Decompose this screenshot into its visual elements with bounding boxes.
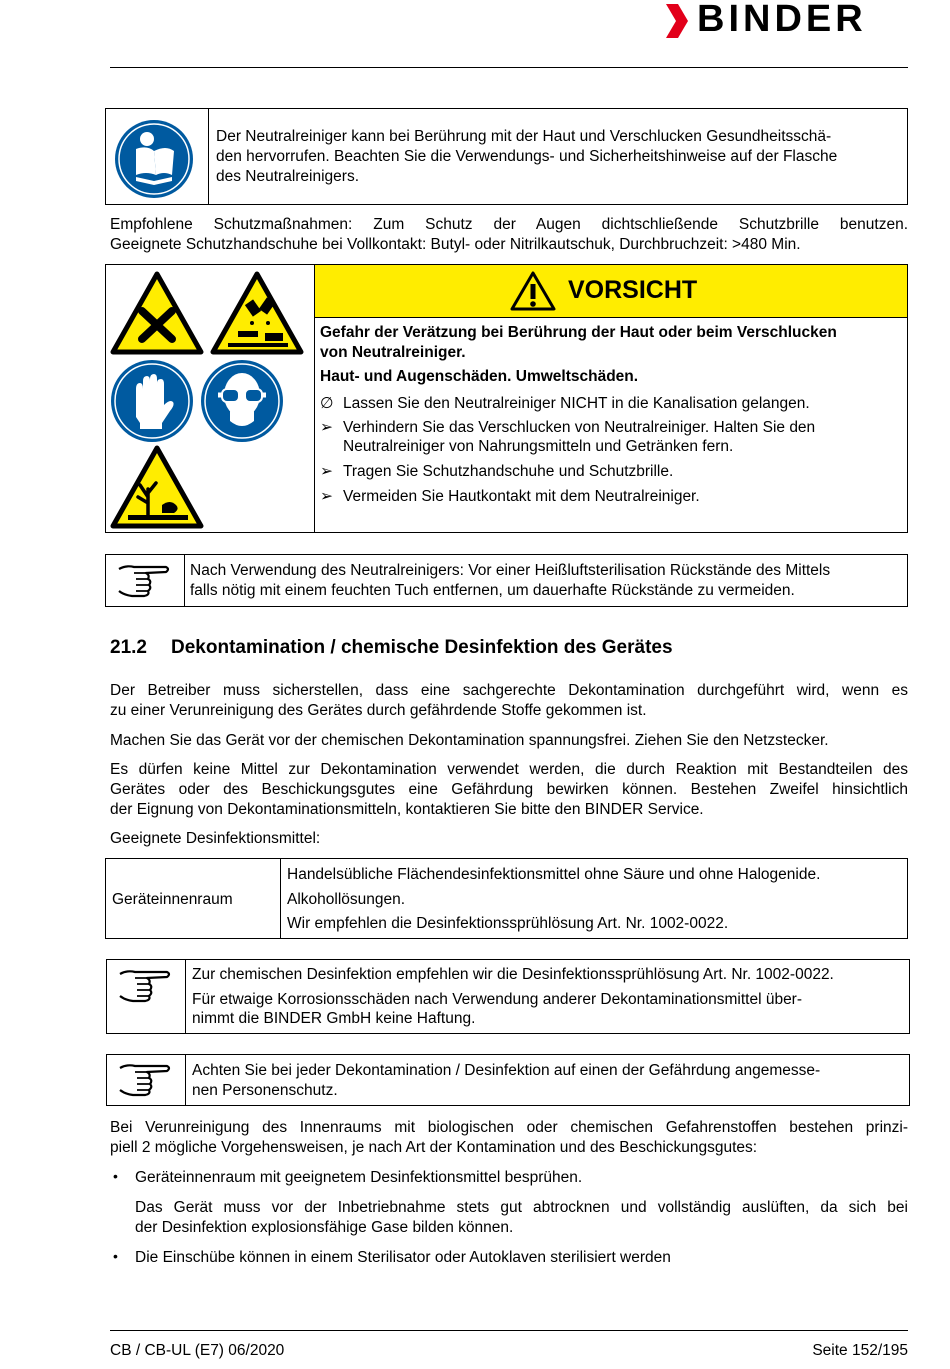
procedure-bullet-1-sub-line-2: der Desinfektion explosionsfähige Gase bilden können.	[135, 1219, 514, 1236]
action-text: Vermeiden Sie Hautkontakt mit dem Neutralreiniger.	[343, 488, 700, 505]
note-2-line-2: Für etwaige Korrosionsschäden nach Verwendung anderer Dekontaminationsmittel über-	[192, 991, 803, 1008]
note-1-line-1: Nach Verwendung des Neutralreinigers: Vor einer Heißluftsterilisation Rückstände des Mittels	[190, 562, 831, 579]
table-divider	[280, 859, 281, 938]
pointing-hand-icon	[117, 966, 173, 1006]
harmful-warning-icon	[110, 271, 204, 355]
note-box-divider	[184, 555, 185, 606]
hazard-description-line-2: von Neutralreiniger.	[320, 344, 466, 361]
table-row: Wir empfehlen die Desinfektionssprühlösung Art. Nr. 1002-0022.	[287, 915, 729, 932]
signal-word: VORSICHT	[568, 276, 698, 304]
bullet-marker-icon: •	[113, 1248, 118, 1264]
section-heading	[110, 637, 673, 659]
arrow-marker-icon: ➢	[320, 463, 333, 480]
disinfectant-table	[105, 858, 908, 939]
pointing-hand-icon	[116, 561, 172, 601]
prohibition-marker-icon: ∅	[320, 395, 334, 412]
bullet-marker-icon: •	[113, 1168, 118, 1184]
note-box-3	[106, 1054, 910, 1106]
procedure-bullet-1-sub-line-1: Das Gerät muss vor der Inbetriebnahme stets gut abtrocknen und vollständig auslüften, da sich bei	[135, 1199, 908, 1216]
note-2-line-1: Zur chemischen Desinfektion empfehlen wir die Desinfektionssprühlösung Art. Nr. 1002-0022.	[192, 966, 834, 983]
paragraph-operator-line-2: zu einer Verunreinigung des Gerätes durch gefährdende Stoffe gekommen ist.	[110, 702, 647, 719]
paragraph-agents-line-1: Es dürfen keine Mittel zur Dekontamination verwendet werden, die durch Reaktion mit Bestandteilen des	[110, 761, 908, 778]
procedure-bullet-1: Geräteinnenraum mit geeignetem Desinfektionsmittel besprühen.	[135, 1169, 583, 1186]
footer-document-id: CB / CB-UL (E7) 06/2020	[110, 1342, 285, 1359]
notice-1-line: den hervorrufen. Beachten Sie die Verwendungs- und Sicherheitshinweise auf der Flasche	[216, 148, 838, 165]
action-text-line-1: Verhindern Sie das Verschlucken von Neutralreiniger. Halten Sie den	[343, 419, 816, 436]
pointing-hand-icon	[117, 1060, 173, 1100]
table-row: Handelsübliche Flächendesinfektionsmittel ohne Säure und ohne Halogenide.	[287, 866, 821, 883]
paragraph-agents-line-2: Gerätes oder des Beschickungsgutes eine Gefährdung bewirken können. Bestehen Zweifel hinsichtlich	[110, 781, 908, 798]
header-divider	[110, 67, 908, 68]
footer-page-number: Seite 152/195	[812, 1342, 908, 1359]
procedure-bullet-2: Die Einschübe können in einem Sterilisator oder Autoklaven sterilisiert werden	[135, 1249, 671, 1266]
note-box-divider	[185, 1055, 186, 1105]
corrosive-warning-icon	[210, 271, 304, 355]
table-row: Alkohollösungen.	[287, 891, 406, 908]
section-number: 21.2	[110, 637, 147, 658]
note-box-divider	[185, 960, 186, 1033]
notice-box-read-instructions	[105, 108, 908, 205]
procedures-intro-line-1: Bei Verunreinigung des Innenraums mit biologischen oder chemischen Gefahrenstoffen bestehen prinzi-	[110, 1119, 908, 1136]
notice-1-line: Der Neutralreiniger kann bei Berührung mit der Haut und Verschlucken Gesundheitsschä-	[216, 128, 832, 145]
protective-measures-line-1: Empfohlene Schutzmaßnahmen: Zum Schutz der Augen dichtschließende Schutzbrille benutzen.	[110, 216, 908, 233]
paragraph-suitable-disinfectants: Geeignete Desinfektionsmittel:	[110, 830, 321, 847]
section-title: Dekontamination / chemische Desinfektion des Gerätes	[171, 637, 673, 658]
note-2-line-3: nimmt die BINDER GmbH keine Haftung.	[192, 1010, 476, 1027]
environment-hazard-icon	[110, 445, 204, 529]
paragraph-agents-line-3: der Eignung von Dekontaminationsmitteln, kontaktieren Sie bitte den BINDER Service.	[110, 801, 704, 818]
footer-divider	[110, 1330, 908, 1331]
note-box-2	[106, 959, 910, 1034]
hazard-consequences: Haut- und Augenschäden. Umweltschäden.	[320, 368, 639, 385]
warning-triangle-icon	[510, 271, 556, 311]
table-label-interior: Geräteinnenraum	[112, 891, 233, 908]
hazard-description-line-1: Gefahr der Verätzung bei Berührung der Haut oder beim Verschlucken	[320, 324, 837, 341]
brand-name: BINDER	[697, 0, 867, 40]
notice-1-line: des Neutralreinigers.	[216, 168, 360, 185]
arrow-marker-icon: ➢	[320, 419, 333, 436]
arrow-marker-icon: ➢	[320, 488, 333, 505]
prohibition-text: Lassen Sie den Neutralreiniger NICHT in die Kanalisation gelangen.	[343, 395, 810, 412]
binder-logo-mark-icon	[664, 4, 690, 38]
note-box-1	[105, 554, 908, 607]
note-3-line-1: Achten Sie bei jeder Dekontamination / Desinfektion auf einen der Gefährdung angemesse-	[192, 1062, 821, 1079]
action-text: Tragen Sie Schutzhandschuhe und Schutzbrille.	[343, 463, 674, 480]
note-1-line-2: falls nötig mit einem feuchten Tuch entfernen, um dauerhafte Rückstände zu vermeiden.	[190, 582, 795, 599]
goggles-mandatory-icon	[200, 359, 284, 443]
notice-box-divider	[208, 109, 209, 204]
paragraph-power-off: Machen Sie das Gerät vor der chemischen Dekontamination spannungsfrei. Ziehen Sie den Netzstecker.	[110, 732, 829, 749]
action-text-line-2: Neutralreiniger von Nahrungsmitteln und Getränken fern.	[343, 438, 734, 455]
read-manual-icon	[114, 119, 194, 199]
note-3-line-2: nen Personenschutz.	[192, 1082, 338, 1099]
gloves-mandatory-icon	[110, 359, 194, 443]
procedures-intro-line-2: piell 2 mögliche Vorgehensweisen, je nach Art der Kontamination und des Beschickungsgutes:	[110, 1139, 758, 1156]
binder-logo	[664, 0, 910, 40]
protective-measures-line-2: Geeignete Schutzhandschuhe bei Vollkontakt: Butyl- oder Nitrilkautschuk, Durchbruchzeit: >480 Min.	[110, 236, 801, 253]
paragraph-operator-line-1: Der Betreiber muss sicherstellen, dass eine sachgerechte Dekontamination durchgeführt wird, wenn es	[110, 682, 908, 699]
